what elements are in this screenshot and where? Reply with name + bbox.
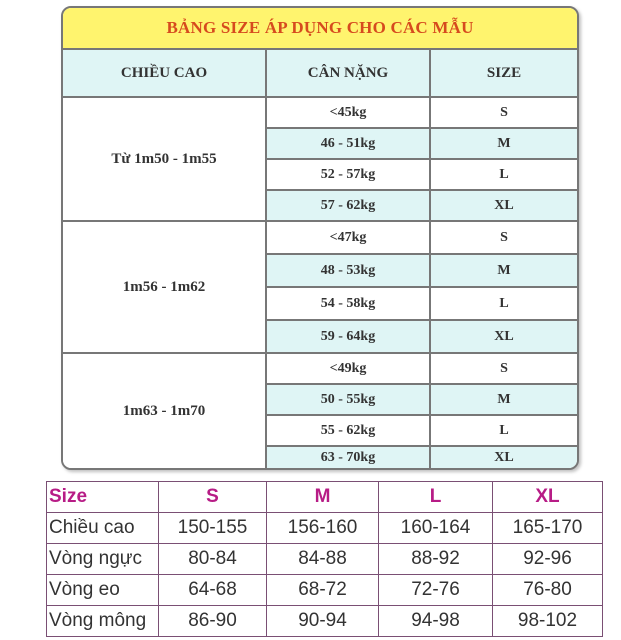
size-cell: S [431,354,577,385]
table-cell: 68-72 [267,575,379,606]
column-header-weight: CÂN NẶNG [267,50,431,98]
table-cell: 88-92 [379,544,493,575]
table-cell: 90-94 [267,606,379,637]
row-label: Chiều cao [47,513,159,544]
weight-cell: 57 - 62kg [267,191,431,222]
table-cell: 76-80 [493,575,603,606]
row-label: Vòng ngực [47,544,159,575]
size-cell: S [431,222,577,255]
weight-cell: <45kg [267,98,431,129]
row-label: Vòng mông [47,606,159,637]
row-label: Vòng eo [47,575,159,606]
column-header-size: SIZE [431,50,577,98]
size-cell: S [431,98,577,129]
chart-title: BẢNG SIZE ÁP DỤNG CHO CÁC MẪU [63,8,577,50]
size-cell: L [431,416,577,447]
weight-cell: 46 - 51kg [267,129,431,160]
header-size-m: M [267,482,379,513]
size-cell: XL [431,447,577,468]
table-row [47,544,603,575]
height-range-cell: Từ 1m50 - 1m55 [63,98,267,222]
table-cell: 94-98 [379,606,493,637]
weight-cell: 63 - 70kg [267,447,431,468]
weight-cell: 55 - 62kg [267,416,431,447]
weight-cell: 59 - 64kg [267,321,431,354]
weight-cell: <49kg [267,354,431,385]
weight-cell: 54 - 58kg [267,288,431,321]
weight-cell: 52 - 57kg [267,160,431,191]
table-row [47,606,603,637]
size-cell: M [431,129,577,160]
table-cell: 80-84 [159,544,267,575]
size-cell: L [431,288,577,321]
table-row [47,575,603,606]
column-header-height: CHIỀU CAO [63,50,267,98]
size-cell: XL [431,191,577,222]
table-cell: 64-68 [159,575,267,606]
height-range-cell: 1m56 - 1m62 [63,222,267,354]
table-cell: 160-164 [379,513,493,544]
header-size-l: L [379,482,493,513]
size-chart-by-height-weight [61,6,579,470]
table-cell: 98-102 [493,606,603,637]
weight-cell: <47kg [267,222,431,255]
table-row [47,513,603,544]
size-cell: L [431,160,577,191]
size-cell: M [431,255,577,288]
table-cell: 92-96 [493,544,603,575]
height-range-cell: 1m63 - 1m70 [63,354,267,468]
header-size-s: S [159,482,267,513]
size-cell: XL [431,321,577,354]
table-cell: 72-76 [379,575,493,606]
header-size-xl: XL [493,482,603,513]
table-cell: 150-155 [159,513,267,544]
size-cell: M [431,385,577,416]
weight-cell: 50 - 55kg [267,385,431,416]
body-measurement-size-table [46,481,603,637]
weight-cell: 48 - 53kg [267,255,431,288]
table-cell: 86-90 [159,606,267,637]
table-cell: 84-88 [267,544,379,575]
header-size-label: Size [47,482,159,513]
table-cell: 156-160 [267,513,379,544]
table-cell: 165-170 [493,513,603,544]
table-header-row [47,482,603,513]
